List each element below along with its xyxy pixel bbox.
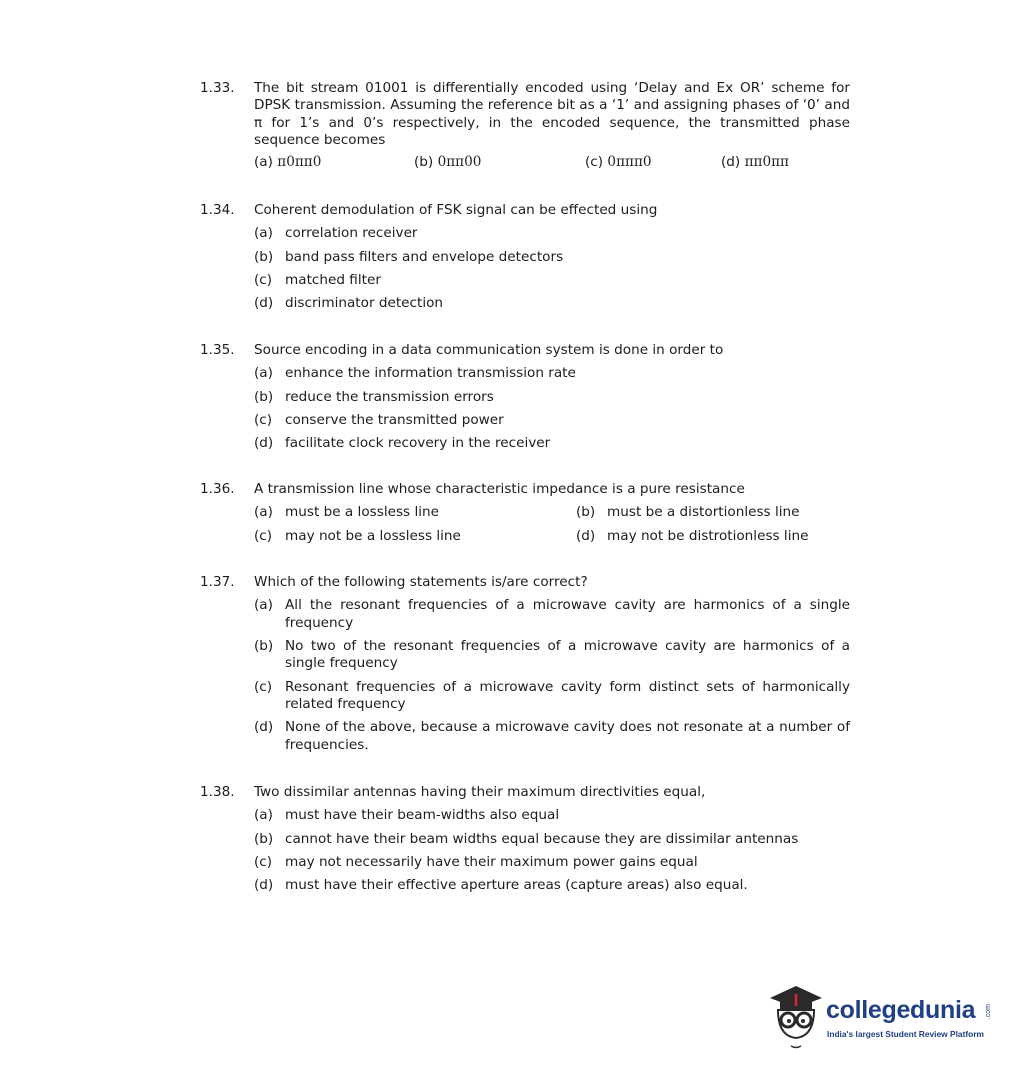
option-text: None of the above, because a microwave cavity does not resonate at a number of frequencies. [285,719,850,753]
logo-wordmark: collegedunia [826,996,976,1024]
option-text: reduce the transmission errors [285,388,494,405]
option-list [254,807,850,894]
option-d [254,295,850,312]
option-text: enhance the information transmission rate [285,365,576,382]
question-1-37 [200,574,850,760]
option-text: conserve the transmitted power [285,411,504,428]
option-b [254,389,850,406]
option-text: Resonant frequencies of a microwave cavity form distinct sets of harmonically related frequency [285,678,850,713]
option-label: (c) [254,527,273,544]
option-list [254,597,850,754]
option-text: may not necessarily have their maximum power gains equal [285,853,698,870]
mascot-icon [766,980,826,1055]
option-list [254,365,850,452]
option-c [254,272,850,289]
option-text: ππ0ππ [744,153,789,170]
question-text: Which of the following statements is/are correct? [254,574,588,590]
question-text: Source encoding in a data communication system is done in order to [254,342,724,358]
question-number: 1.37. [200,574,235,590]
option-d [254,719,850,754]
option-label: (b) [576,504,596,521]
question-number: 1.34. [200,202,235,218]
question-1-38 [200,784,850,900]
option-text: cannot have their beam widths equal because they are dissimilar antennas [285,830,799,847]
option-b [254,831,850,848]
option-label: (a) [254,807,273,824]
option-label: (d) [576,527,596,544]
option-text: discriminator detection [285,295,444,312]
option-label: (d) [254,435,274,452]
option-text: No two of the resonant frequencies of a microwave cavity are harmonics of a single frequency [285,638,850,672]
option-label: (a) [254,153,273,170]
option-label: (b) [254,830,274,847]
question-1-34 [200,202,850,318]
option-a [254,225,850,242]
option-text: matched filter [285,271,381,288]
option-a [254,597,850,632]
question-number: 1.35. [200,342,235,358]
question-1-33 [200,80,850,171]
option-text: must be a lossless line [285,504,439,521]
option-label: (b) [414,153,434,170]
option-label: (b) [254,248,274,265]
option-a [254,504,576,521]
option-text: 0ππ00 [437,153,482,170]
option-label: (c) [254,853,273,870]
option-d [254,435,850,452]
option-label: (b) [254,638,274,655]
option-text: All the resonant frequencies of a microwave cavity are harmonics of a single frequency [285,597,850,631]
question-number: 1.36. [200,481,235,497]
option-text: must have their effective aperture areas (capture areas) also equal. [285,877,748,894]
option-list [254,154,850,171]
option-label: (c) [254,678,273,695]
option-text: correlation receiver [285,225,418,242]
option-label: (d) [254,719,274,736]
question-text: Two dissimilar antennas having their maximum directivities equal, [254,784,706,800]
option-a [254,365,850,382]
option-text: may not be a lossless line [285,527,461,544]
option-text: 0πππ0 [607,153,652,170]
option-label: (d) [721,153,741,170]
option-text: band pass filters and envelope detectors [285,248,564,265]
option-d [254,877,850,894]
question-1-35 [200,342,850,458]
option-c [254,528,576,545]
option-text: π0ππ0 [277,153,322,170]
option-label: (c) [585,153,604,170]
option-text: must be a distortionless line [607,504,800,521]
option-text: must have their beam-widths also equal [285,807,560,824]
option-label: (c) [254,271,273,288]
collegedunia-logo [766,980,996,1055]
option-c [254,854,850,871]
question-text: Coherent demodulation of FSK signal can be effected using [254,202,658,218]
question-text: The bit stream 01001 is differentially encoded using ‘Delay and Ex OR’ scheme for DPSK transmission. Assuming the reference bit as a ‘1’ and assigning phases of ‘0’ and π for 1’s and 0’s respectively, in the encoded sequence, the transmitted phase sequence becomes [254,80,850,149]
option-c [254,679,850,714]
option-label: (d) [254,295,274,312]
option-b [576,504,850,521]
option-c [254,412,850,429]
option-label: (a) [254,504,273,521]
option-a [254,807,850,824]
option-d [576,528,850,545]
logo-suffix: .com [985,1004,992,1020]
question-text: A transmission line whose characteristic impedance is a pure resistance [254,481,745,497]
option-label: (c) [254,411,273,428]
option-label: (a) [254,597,273,614]
option-b [254,638,850,673]
question-1-36 [200,481,850,545]
option-label: (a) [254,225,273,242]
option-b [254,249,850,266]
option-label: (a) [254,365,273,382]
option-label: (d) [254,877,274,894]
question-number: 1.38. [200,784,235,800]
option-label: (b) [254,388,274,405]
option-text: may not be distrotionless line [607,527,809,544]
option-list [254,504,850,545]
logo-tagline: India's largest Student Review Platform [827,1029,984,1039]
option-text: facilitate clock recovery in the receiver [285,435,551,452]
option-list [254,225,850,312]
question-number: 1.33. [200,80,235,96]
